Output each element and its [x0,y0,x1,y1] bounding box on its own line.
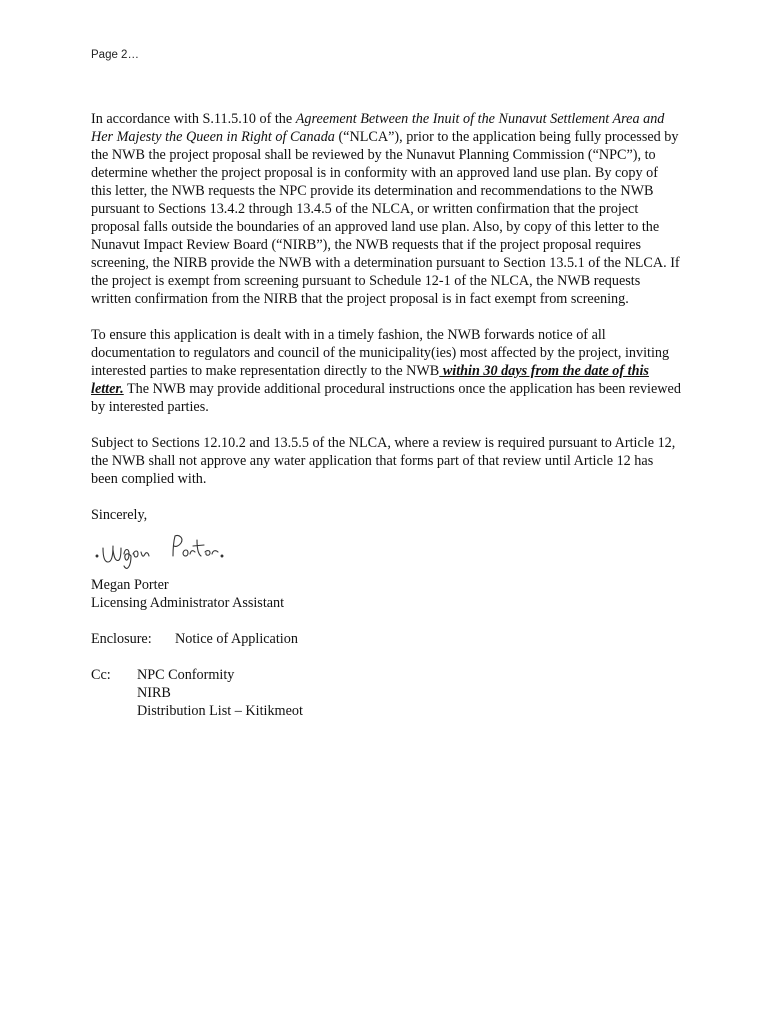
enclosure-line [91,630,681,648]
cc-label: Cc: [91,667,111,683]
page-number-header: Page 2… [91,49,139,61]
enclosure-label: Enclosure: [91,631,152,647]
cc-recipient: NPC Conformity [137,667,235,683]
signature-text: Megan Porter [91,574,97,575]
enclosure-value: Notice of Application [175,631,298,647]
cc-recipients [137,666,303,720]
paragraph-2-text-start: To ensure this application is dealt with in a timely fashion, the NWB forwards notice of all documentation to regulators and council of the municipality(ies) most affected by the project, inviting interested parties to make representation directly to the NWB [91,327,670,379]
paragraph-2-text-end: The NWB may provide additional procedural instructions once the application has been reviewed by interested parties. [91,381,681,415]
closing-salutation: Sincerely, [91,507,148,523]
agreement-title: Agreement Between the Inuit of the Nunavut Settlement Area and Her Majesty the Queen in Right of Canada [91,111,665,145]
cc-recipient: Distribution List – Kitikmeot [137,703,303,719]
paragraph-1-text-end: (“NLCA”), prior to the application being fully processed by the NWB the project proposal shall be reviewed by the Nunavut Planning Commission (“NPC”), to determine whether the project proposal is in conformity with an approved land use plan. By copy of this letter, the NWB requests the NPC provide its determination and recommendations to the NWB pursuant to Sections 13.4.2 through 13.4.5 of the NLCA, or written confirmation that the project proposal falls outside the boundaries of an approved land use plan. Also, by copy of this letter to the Nunavut Impact Review Board (“NIRB”), the NWB requests that if the project proposal requires screening, the NIRB provide the NWB with a determination pursuant to Section 13.5.1 of the NLCA. If the project is exempt from screening pursuant to Schedule 12-1 of the NLCA, the NWB requests written confirmation from the NIRB that the project proposal is in fact exempt from screening. [91,129,680,307]
paragraph-article-12: Subject to Sections 12.10.2 and 13.5.5 of the NLCA, where a review is required pursuant to Article 12, the NWB shall not approve any water application that forms part of that review until Article 12 has been complied with. [91,435,676,487]
sender-title: Licensing Administrator Assistant [91,595,285,611]
sender-name: Megan Porter [91,577,169,593]
cc-block [91,666,681,720]
signature-image [91,526,251,576]
sender-block [91,576,681,612]
cc-recipient: NIRB [137,685,171,701]
paragraph-screening-requirements [91,110,681,308]
paragraph-1-text-start: In accordance with S.11.5.10 of the [91,111,296,127]
paragraph-notice-of-application [91,326,681,416]
deadline-emphasis: within 30 days from the date of this letter. [91,363,649,397]
letter-body [91,110,681,720]
